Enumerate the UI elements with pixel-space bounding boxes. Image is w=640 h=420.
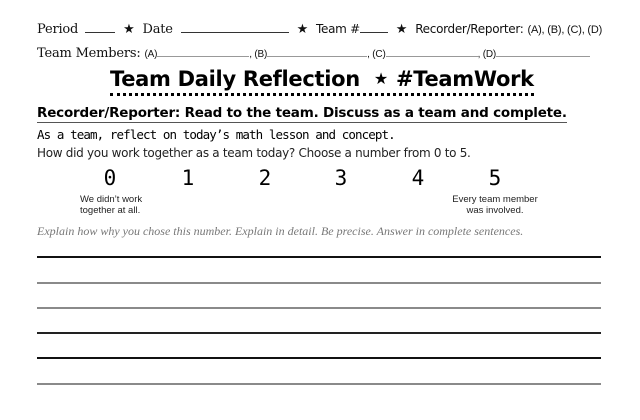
star-icon: ★ [123,22,135,37]
team-members-label: Team Members: [37,46,141,61]
star-icon: ★ [395,22,408,37]
member-a-label: (A) [144,49,158,60]
low-scale-label-line-2: together at all. [80,205,141,216]
title-hashtag: #TeamWork [395,67,534,91]
member-d-field[interactable] [496,44,590,57]
rating-option-0[interactable]: 0 [103,166,117,190]
period-label: Period [37,22,79,37]
writing-line[interactable] [37,256,601,258]
low-scale-label-line-1: We didn’t work [80,194,143,205]
member-c-field[interactable] [386,44,478,57]
rating-option-2[interactable]: 2 [258,166,272,190]
star-icon: ★ [296,22,309,37]
date-field[interactable] [181,20,289,33]
title-main: Team Daily Reflection [110,67,360,91]
member-c-label: , (C) [367,49,386,60]
explain-prompt: Explain how why you chose this number. Explain in detail. Be precise. Answer in complete sentences. [37,224,524,238]
member-a-field[interactable] [157,44,249,57]
low-scale-label [80,194,143,216]
high-scale-label-line-2: was involved. [466,205,524,216]
recorder-options[interactable]: (A), (B), (C), (D) [527,24,603,36]
team-number-label: Team # [316,22,360,36]
writing-line[interactable] [37,282,601,284]
writing-line[interactable] [37,357,601,359]
instructions-line-2: How did you work together as a team today? Choose a number from 0 to 5. [37,146,471,160]
member-d-label: , (D) [477,49,497,60]
writing-line[interactable] [37,332,601,334]
high-scale-label-line-1: Every team member [452,194,538,205]
writing-line[interactable] [37,307,601,309]
member-b-label: , (B) [249,49,268,60]
header-row-1 [37,20,602,37]
period-field[interactable] [85,20,115,33]
instructions-line-1: As a team, reflect on today’s math lesson and concept. [37,127,395,142]
recorder-label: Recorder/Reporter: [415,22,524,36]
instructions-heading: Recorder/Reporter: Read to the team. Discuss as a team and complete. [37,105,567,121]
high-scale-label [448,194,542,216]
team-number-field[interactable] [360,20,388,33]
team-members-row [37,44,590,61]
rating-option-3[interactable]: 3 [334,166,348,190]
member-b-field[interactable] [267,44,367,57]
rating-option-4[interactable]: 4 [411,166,425,190]
star-icon: ★ [373,69,388,88]
date-label: Date [142,22,173,37]
writing-line[interactable] [37,383,601,385]
rating-option-5[interactable]: 5 [488,166,502,190]
rating-option-1[interactable]: 1 [181,166,195,190]
page-title [110,67,534,96]
